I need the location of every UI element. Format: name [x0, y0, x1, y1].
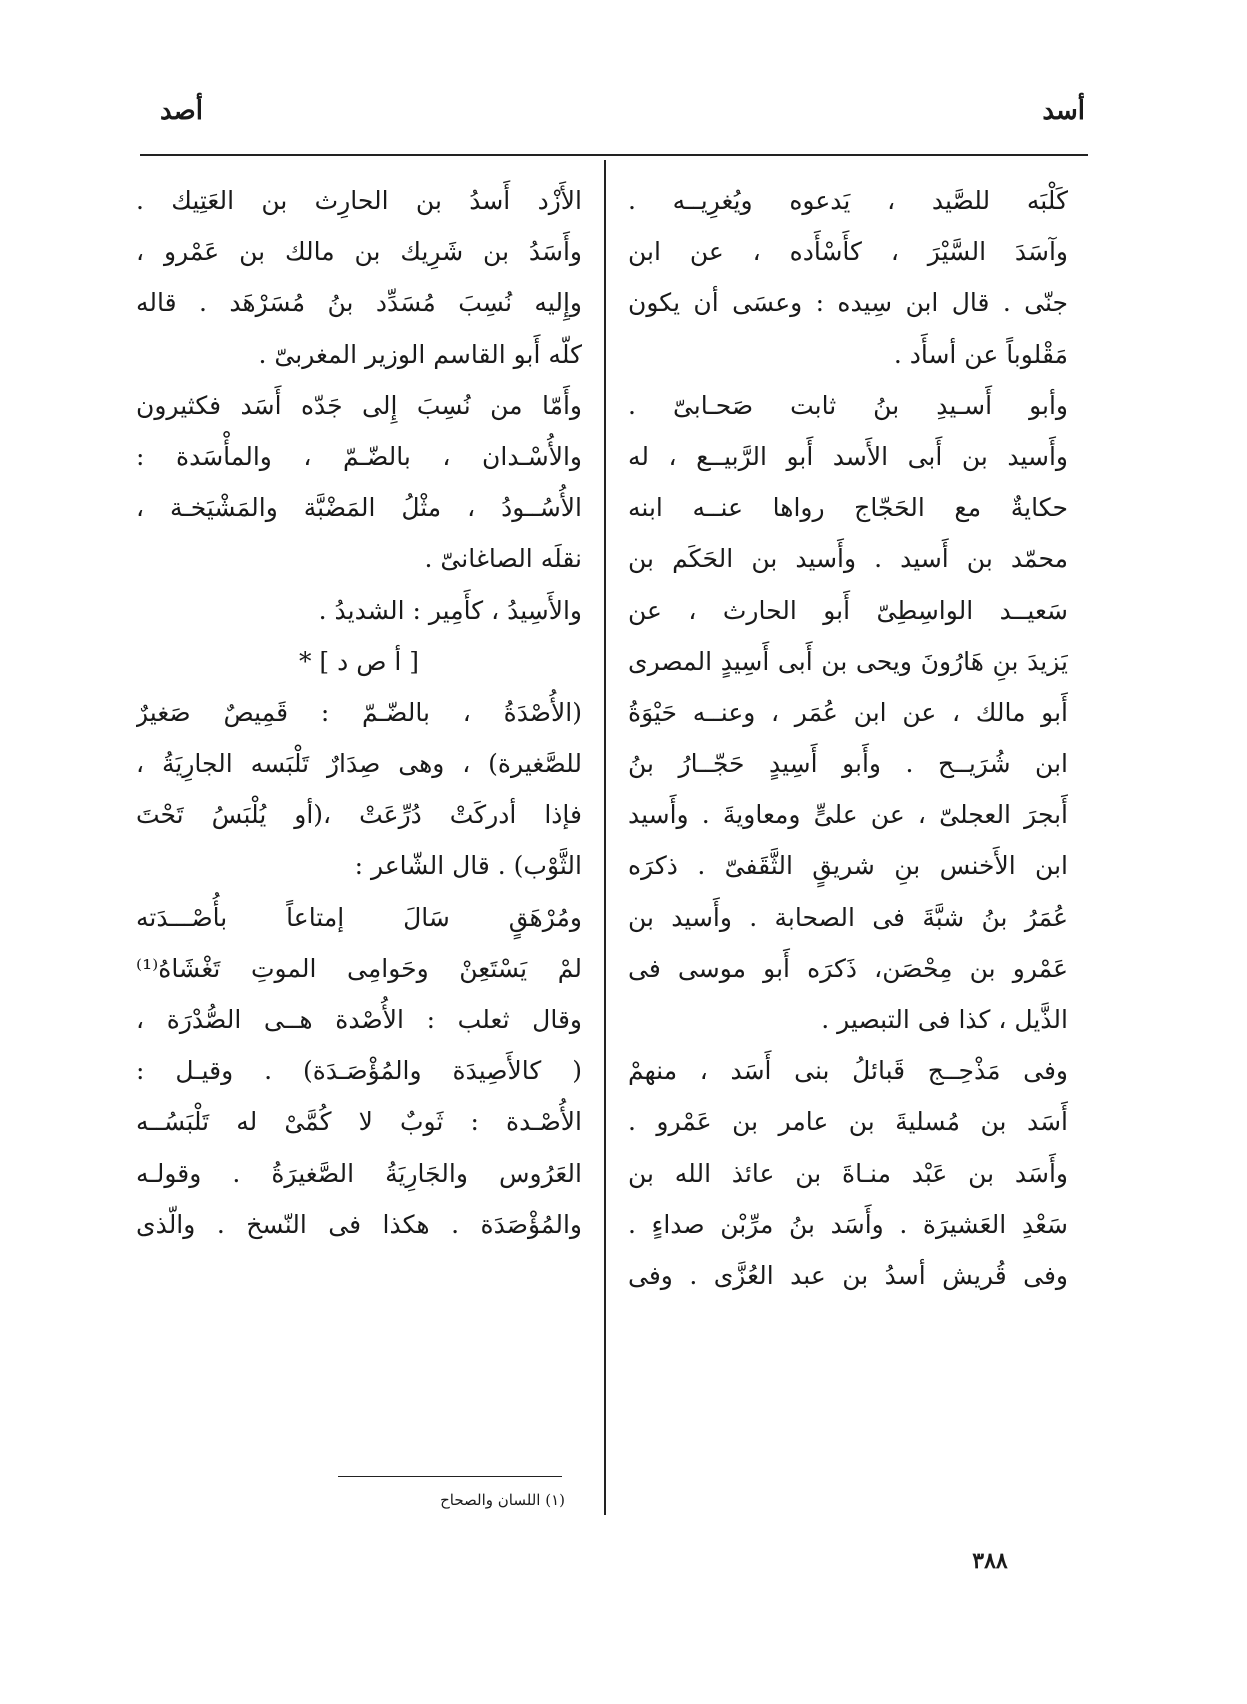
right-column [628, 175, 1068, 1301]
text-line: مَقْلوباً عن أسأَد . [893, 339, 1068, 369]
text-line: جنّى . قال ابن سِيده : وعسَى أن يكون [628, 288, 1068, 318]
text-line: وفى قُريش أسدُ بن عبد العُزَّى . وفى [628, 1260, 1068, 1290]
text-line: عَمْرو بن مِحْصَن، ذَكرَه أَبو موسى فى [628, 953, 1068, 983]
text-line: وأَسَدُ بن شَرِيك بن مالك بن عَمْرو ، [136, 237, 582, 267]
header-rule [140, 154, 1088, 156]
text-line: وقال ثعلب : الأُصْدة هــى الصُّدْرَة ، [136, 1005, 582, 1034]
text-line: ابن الأَخنس بنِ شريقٍ الثَّقَفىّ . ذكرَه [628, 851, 1068, 881]
text-line: حكايةٌ مع الحَجّاج رواها عنــه ابنه [628, 493, 1068, 523]
text-line: والأَسِيدُ ، كأَمِير : الشديدُ . [318, 595, 582, 625]
text-line: وأَمّا من نُسِبَ إِلى جَدّه أَسَد فكثيرون [136, 390, 582, 420]
text-line: والمُؤْصَدَة . هكذا فى النّسخ . والّذى [136, 1209, 582, 1239]
text-line: للصَّغيرة) ، وهى صِدَارٌ تَلْبَسه الجارِيَةُ ، [136, 749, 582, 779]
text-line: أَسَد بن مُسليةَ بن عامر بن عَمْرو . [628, 1107, 1068, 1137]
text-line: كَلْبَه للصَّيد ، يَدعوه ويُغرِيــه . [628, 186, 1068, 215]
verse-line: ومُرْهَقٍ سَالَ إمتاعاً بأُصْـــدَته [136, 902, 582, 932]
text-line: أَبجرَ العجلىّ ، عن علىٍّ ومعاويةَ . وأَسيد [628, 800, 1068, 830]
text-line: الذَّيل ، كذا فى التبصير . [821, 1005, 1068, 1034]
verse-line: لمْ يَسْتَعِنْ وحَوامِى الموتِ تَغْشَاهُ⁽¹⁾ [136, 953, 582, 983]
header-entry-word-left: أصد [160, 96, 203, 126]
footnote: (١) اللسان والصحاح [440, 1491, 565, 1509]
text-line: عُمَرُ بنُ شبَّةَ فى الصحابة . وأَسيد بن [628, 902, 1068, 932]
text-line: وفى مَذْحِــج قَبائلُ بنى أَسَد ، منهمْ [628, 1056, 1068, 1086]
entry-heading: [ أ ص د ] * [298, 646, 420, 676]
text-line: نقلَه الصاغانىّ . [424, 544, 582, 574]
column-divider [604, 160, 606, 1515]
text-line: كلّه أَبو القاسم الوزير المغربىّ . [258, 339, 582, 369]
text-line: الأَزْد أَسدُ بن الحارِث بن العَتِيك . [136, 186, 582, 215]
text-line: (الأُصْدَةُ ، بالضّـمّ : قَمِيصٌ صَغيرٌ [136, 697, 582, 727]
page-number: ٣٨٨ [972, 1548, 1008, 1574]
text-line: والأُسْـدان ، بالضّـمّ ، والمأْسَدة : [136, 441, 582, 471]
text-line: يَزيدَ بنِ هَارُونَ ويحى بن أَبى أَسِيدٍ المصرى [628, 646, 1068, 676]
text-line: وأَسَد بن عَبْد منـاةَ بن عائذ الله بن [628, 1158, 1068, 1188]
header-entry-word-right: أسد [1042, 96, 1085, 126]
text-line: ( كالأَصِيدَة والمُؤْصَـدَة) . وقيـل : [136, 1056, 582, 1086]
text-line: الأُسُــودُ ، مثْلُ المَضْبَّة والمَشْيَخـة ، [136, 493, 582, 523]
text-line: الأُصْـدة : ثَوبٌ لا كُمَّىْ له تَلْبَسُــه [136, 1107, 582, 1137]
text-line: وآسَدَ السَّيْرَ ، كأَسْأَده ، عن ابن [628, 237, 1068, 267]
text-line: ابن شُرَيــح . وأَبو أَسِيدٍ حَجّــارُ بنُ [628, 749, 1068, 779]
left-column [136, 175, 582, 1250]
text-line: محمّد بن أَسيد . وأَسيد بن الحَكَم بن [628, 544, 1068, 574]
footnote-rule [338, 1476, 562, 1477]
text-line: العَرُوس والجَارِيَةُ الصَّغيرَةُ . وقولـه [136, 1158, 582, 1188]
text-line: وأَسيد بن أَبى الأَسد أَبو الرَّبيــع ، له [628, 441, 1068, 471]
text-line: وأبو أَسـيدِ بنُ ثابت صَحـابىّ . [628, 390, 1068, 420]
text-line: سَعيــد الواسِطِىّ أَبو الحارث ، عن [628, 595, 1068, 625]
text-line: أَبو مالك ، عن ابن عُمَر ، وعنــه حَيْوَةُ [628, 697, 1068, 727]
text-line: فإذا أدركَتْ دُرِّعَتْ ،(أو يُلْبَسُ تَحْتَ [136, 800, 582, 830]
text-line: الثَّوْب) . قال الشّاعر : [354, 851, 582, 881]
text-line: وإِليه نُسِبَ مُسَدِّد بنُ مُسَرْهَد . قاله [136, 288, 582, 318]
text-line: سَعْدِ العَشيرَة . وأَسَد بنُ مرِّبْن صداءٍ . [628, 1209, 1068, 1239]
